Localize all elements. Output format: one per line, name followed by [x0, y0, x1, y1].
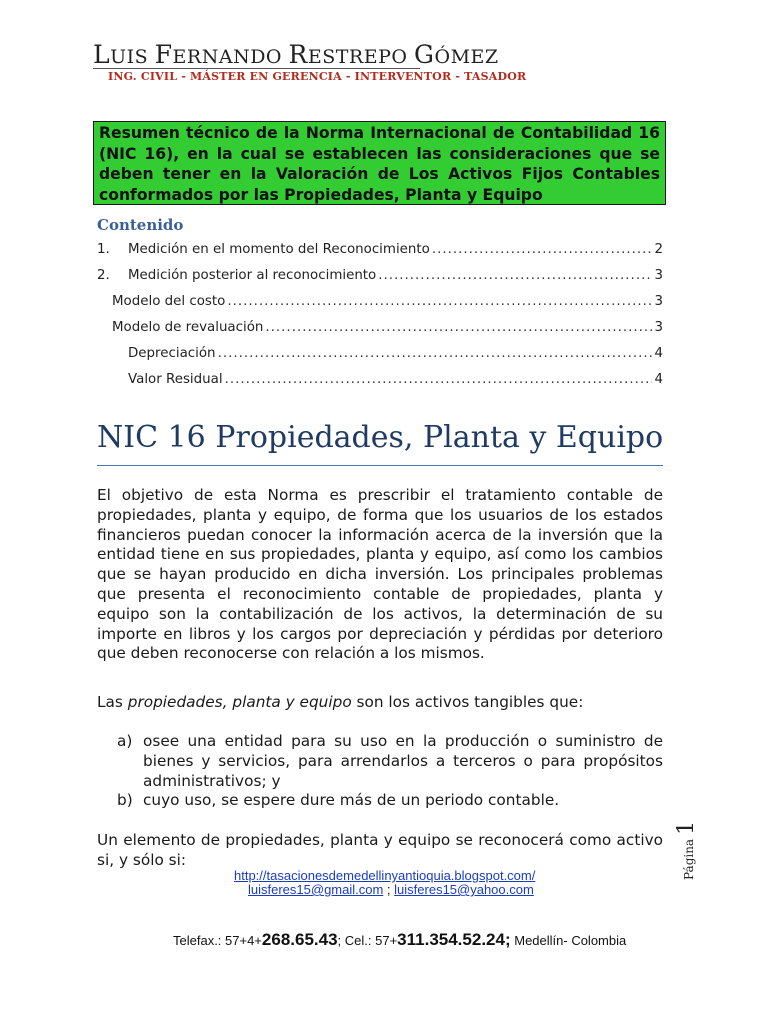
toc-entry[interactable] — [97, 268, 663, 288]
toc-heading: Contenido — [97, 216, 184, 234]
footer-phones — [173, 930, 626, 950]
page-number: 1 — [674, 820, 699, 835]
letterhead-rule — [93, 68, 420, 69]
letterhead-name-part: UIS — [110, 46, 155, 68]
page-number-marker — [674, 821, 699, 880]
letterhead-name-part: ÓMEZ — [434, 46, 499, 68]
list-item — [117, 791, 663, 811]
toc-leader — [378, 268, 652, 283]
list-marker: a) — [117, 732, 133, 750]
toc-page: 4 — [654, 346, 663, 361]
toc-leader — [225, 372, 653, 387]
letterhead-name — [93, 40, 499, 69]
toc-title: Medición en el momento del Reconocimiento — [128, 242, 430, 257]
toc-entry[interactable] — [128, 372, 663, 392]
footer-emails — [248, 882, 534, 897]
toc-leader — [432, 242, 653, 257]
letterhead-name-part: ERNANDO — [172, 46, 289, 68]
list-marker: b) — [117, 791, 133, 810]
toc-number: 1. — [97, 242, 110, 257]
definition-pre: Las — [97, 693, 128, 711]
toc-title: Valor Residual — [128, 372, 223, 387]
telefax-number: 268.65.43 — [261, 930, 338, 949]
email-link-gmail[interactable]: luisferes15@gmail.com — [248, 882, 384, 897]
email-link-yahoo[interactable]: luisferes15@yahoo.com — [394, 882, 534, 897]
toc-leader — [227, 294, 652, 309]
toc-page: 2 — [654, 242, 663, 257]
paragraph-recognition: Un elemento de propiedades, planta y equipo se reconocerá como activo si, y sólo si: — [97, 831, 663, 869]
paragraph-objective: El objetivo de esta Norma es prescribir el tratamiento contable de propiedades, planta y equipo, de forma que los usuarios de los estados financieros puedan conocer la información acerca de la inversión que la entidad tiene en sus propiedades, planta y equipo, así como los cambios que se hayan producido en dicha inversión. Los principales problemas que presenta el reconocimiento contable de propiedades, planta y equipo son la contabilización de los activos, la determinación de su importe en libros y los cargos por depreciación y pérdidas por deterioro que deben reconocerse con relación a los mismos. — [97, 486, 663, 663]
letterhead-name-part: F — [154, 40, 173, 69]
toc-entry[interactable] — [97, 242, 663, 262]
list-text: osee una entidad para su uso en la producción o suministro de bienes y servicios, para arrendarlos a terceros o para propósitos administrativos; y — [143, 732, 663, 790]
toc-page: 4 — [654, 372, 663, 387]
letterhead-name-part: G — [414, 40, 435, 69]
toc-leader — [218, 346, 653, 361]
letterhead-subtitle: ING. CIVIL - MÁSTER EN GERENCIA - INTERVENTOR - TASADOR — [108, 70, 527, 83]
paragraph-definition — [97, 693, 663, 713]
toc-entry[interactable] — [112, 294, 663, 314]
telefax-label: Telefax.: 57+4+ — [173, 933, 262, 948]
definition-post: son los activos tangibles que: — [351, 693, 584, 711]
page-title: NIC 16 Propiedades, Planta y Equipo — [97, 420, 664, 455]
summary-box: Resumen técnico de la Norma Internacional de Contabilidad 16 (NIC 16), en la cual se establecen las consideraciones que se deben tener en la Valoración de Los Activos Fijos Contables conformados por las Propiedades, Planta y Equipo — [93, 121, 666, 205]
email-separator: ; — [383, 882, 395, 897]
city: Medellín- Colombia — [510, 933, 627, 948]
title-rule — [97, 465, 663, 466]
toc-page: 3 — [654, 294, 663, 309]
toc-leader — [265, 320, 652, 335]
cel-number: 311.354.52.24; — [397, 930, 511, 949]
definition-emphasis: propiedades, planta y equipo — [127, 693, 352, 711]
letterhead-name-part: ESTREPO — [307, 46, 415, 68]
toc-title: Modelo del costo — [112, 294, 226, 309]
page-label: Página — [682, 838, 696, 880]
blog-link[interactable]: http://tasacionesdemedellinyantioquia.blogspot.com/ — [234, 868, 536, 883]
list-item — [117, 732, 663, 791]
toc-number: 2. — [97, 268, 110, 283]
toc-title: Medición posterior al reconocimiento — [128, 268, 377, 283]
toc-page: 3 — [654, 268, 663, 283]
toc-title: Depreciación — [128, 346, 216, 361]
toc-title: Modelo de revaluación — [112, 320, 264, 335]
toc-entry[interactable] — [112, 320, 663, 340]
list-text: cuyo uso, se espere dure más de un periodo contable. — [143, 791, 560, 810]
letterhead-name-part: R — [288, 40, 308, 69]
definition-list — [117, 732, 663, 811]
letterhead-name-part: L — [93, 40, 111, 69]
toc-page: 3 — [654, 320, 663, 335]
toc-entry[interactable] — [128, 346, 663, 366]
cel-label: ; Cel.: 57+ — [337, 933, 398, 948]
